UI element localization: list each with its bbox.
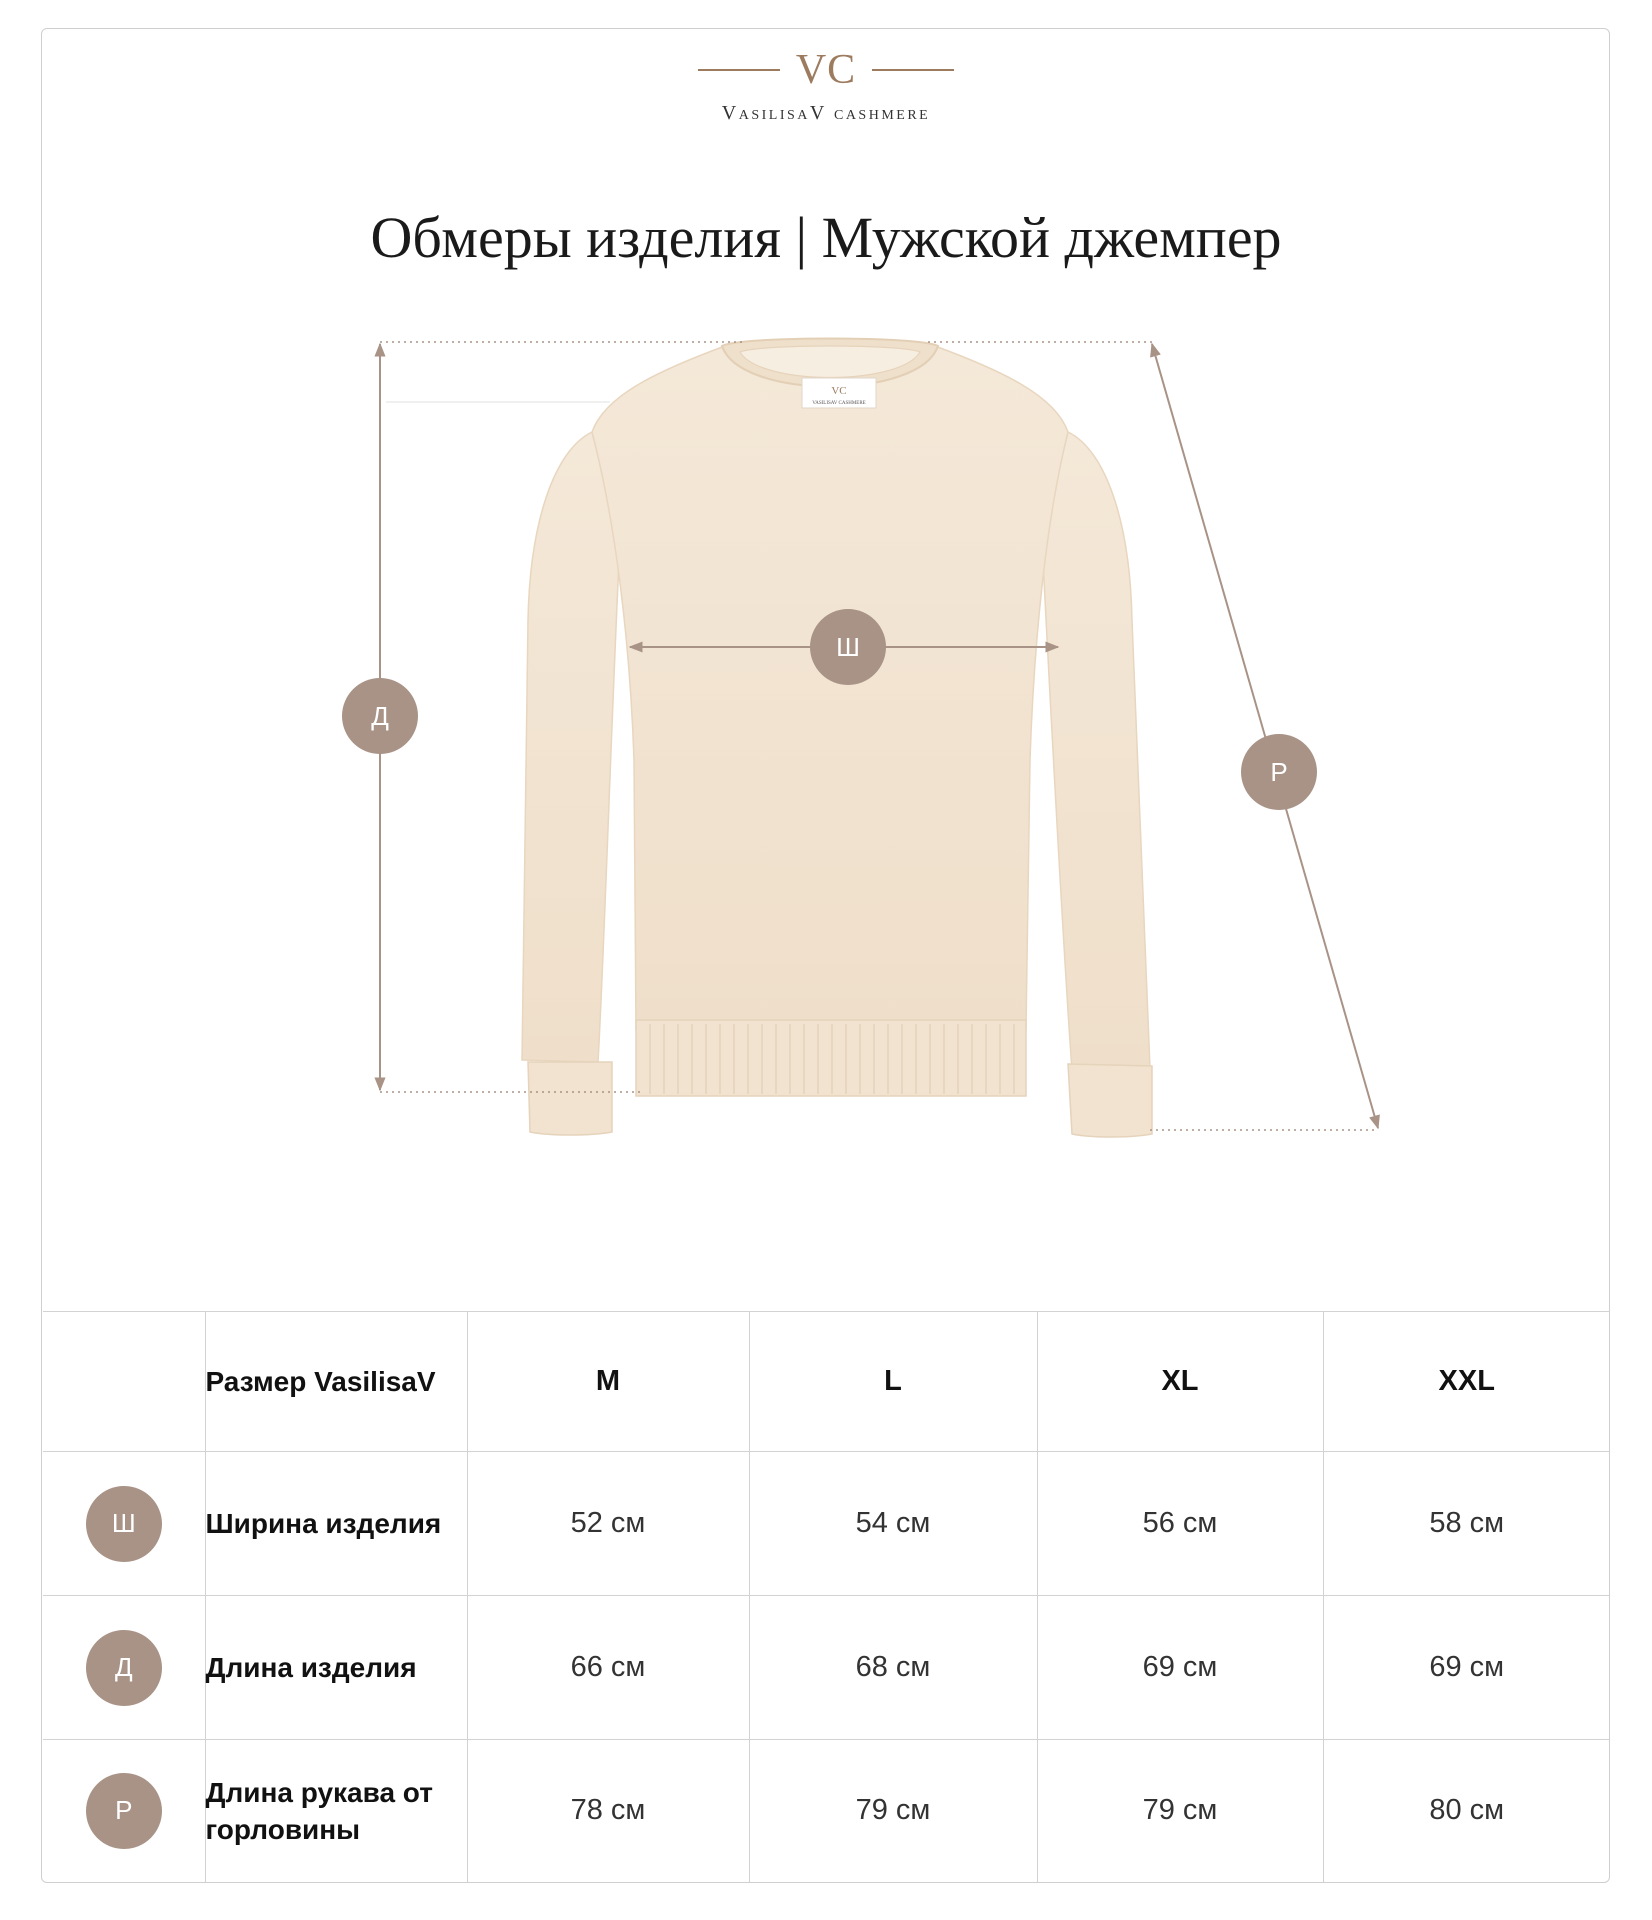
value-cell: 79 см: [1037, 1740, 1323, 1882]
value-cell: 66 см: [467, 1596, 749, 1740]
table-row: [43, 1452, 1610, 1596]
logo-brand-name: VasilisaV cashmere: [721, 102, 931, 124]
value-cell: 58 см: [1323, 1452, 1610, 1596]
size-header-xl: XL: [1037, 1312, 1323, 1452]
value-cell: 56 см: [1037, 1452, 1323, 1596]
tag-monogram: VC: [831, 385, 847, 397]
value-cell: 54 см: [749, 1452, 1037, 1596]
size-header-xxl: XXL: [1323, 1312, 1610, 1452]
row-label-length: Длина изделия: [205, 1596, 467, 1740]
sleeve-marker-label: Р: [1270, 757, 1288, 787]
value-cell: 78 см: [467, 1740, 749, 1882]
value-cell: 69 см: [1323, 1596, 1610, 1740]
value-cell: 69 см: [1037, 1596, 1323, 1740]
value-cell: 80 см: [1323, 1740, 1610, 1882]
value-cell: 68 см: [749, 1596, 1037, 1740]
row-marker-cell: [43, 1740, 205, 1882]
row-marker-cell: [43, 1596, 205, 1740]
value-cell: 79 см: [749, 1740, 1037, 1882]
width-marker-label: Ш: [836, 632, 860, 662]
width-badge: Ш: [86, 1486, 162, 1562]
table-row: [43, 1740, 1610, 1882]
length-badge: Д: [86, 1630, 162, 1706]
value-cell: 52 см: [467, 1452, 749, 1596]
sweater-illustration: [522, 339, 1152, 1138]
length-marker: [342, 678, 418, 754]
row-label-sleeve: Длина рукава от горловины: [205, 1740, 467, 1882]
row-marker-cell: [43, 1452, 205, 1596]
width-marker: [810, 609, 886, 685]
table-header-row: [43, 1312, 1610, 1452]
sleeve-arrow: [1152, 344, 1378, 1128]
size-header-l: L: [749, 1312, 1037, 1452]
row-label-width: Ширина изделия: [205, 1452, 467, 1596]
header-empty-cell: [43, 1312, 205, 1452]
sleeve-marker: [1241, 734, 1317, 810]
header-size-label: Размер VasilisaV: [205, 1312, 467, 1452]
length-marker-label: Д: [371, 701, 389, 731]
page-title: Обмеры изделия | Мужской джемпер: [370, 205, 1282, 270]
sleeve-badge: Р: [86, 1773, 162, 1849]
size-header-m: M: [467, 1312, 749, 1452]
size-chart-table: [43, 1311, 1610, 1882]
logo-monogram: VC: [795, 47, 857, 93]
table-row: [43, 1596, 1610, 1740]
tag-brand-name: VASILISAV CASHMERE: [812, 401, 866, 406]
